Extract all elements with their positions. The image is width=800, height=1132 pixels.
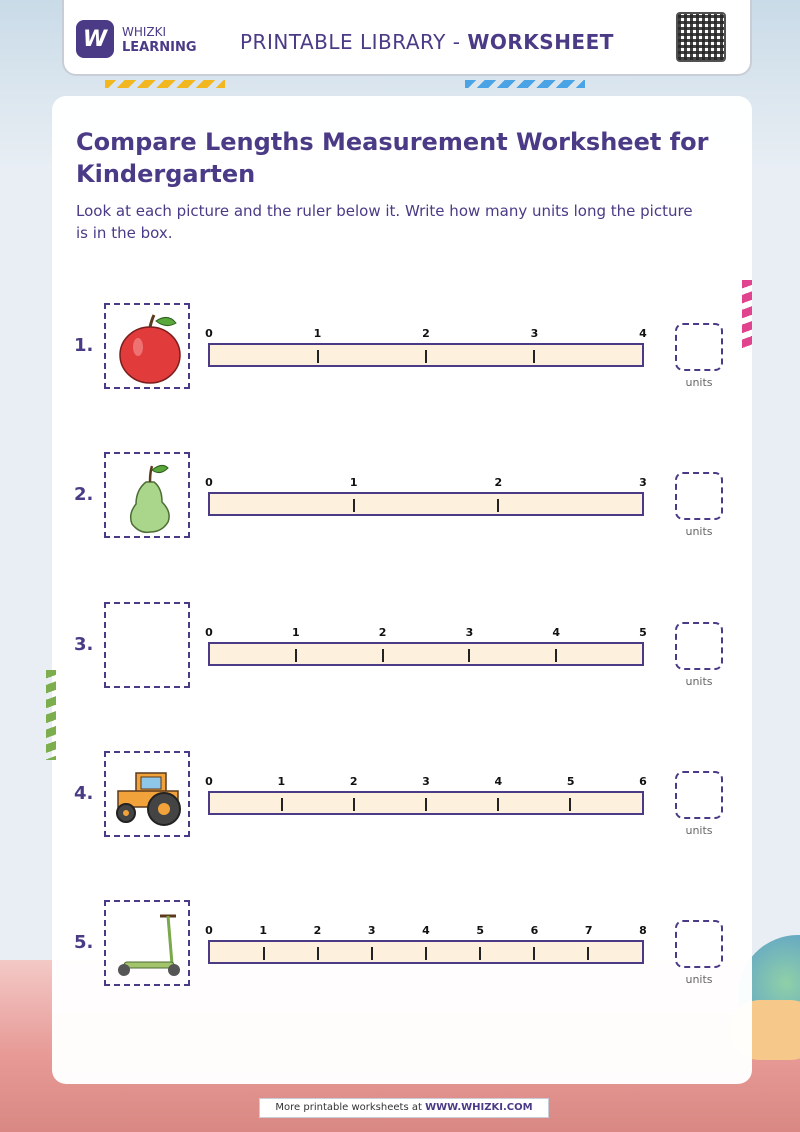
worksheet-instructions: Look at each picture and the ruler below it. Write how many units long the picture is in the box. [76,202,693,242]
header-title: PRINTABLE LIBRARY - WORKSHEET [240,30,614,54]
ruler-tick-label: 4 [552,626,561,639]
ruler-tick-label: 2 [378,626,387,639]
ruler-tick [295,649,297,662]
ruler-tick [425,350,427,363]
page-header [62,0,752,76]
ruler-tick-label: 1 [313,327,322,340]
pear-icon [106,454,192,540]
answer-box[interactable] [675,323,723,371]
picture-box [104,303,190,389]
whizki-logo: W [76,20,114,58]
apple-icon [106,305,192,391]
ruler-tick-label: 5 [476,924,485,937]
ruler-tick [425,947,427,960]
ruler-tick-label: 7 [584,924,593,937]
ruler-tick-label: 0 [205,924,213,937]
picture-box [104,900,190,986]
ruler-tick [425,798,427,811]
ruler-tick [382,649,384,662]
ruler-tick-label: 3 [422,775,430,788]
ruler-tick-label: 0 [205,626,213,639]
ruler-tick [479,947,481,960]
ruler-tick [353,798,355,811]
ruler-tick-label: 3 [639,476,647,489]
question-row [0,751,800,841]
answer-box[interactable] [675,472,723,520]
ruler-tick-label: 1 [259,924,268,937]
units-label: units [685,675,713,688]
logo-line-1: WHIZKI [122,25,167,39]
ruler [208,642,644,666]
ruler-tick [371,947,373,960]
ruler-tick [317,350,319,363]
logo-wordmark [122,24,197,56]
ruler [208,791,644,815]
answer-box[interactable] [675,771,723,819]
scooter-icon [106,902,192,988]
ruler-tick-label: 0 [205,476,213,489]
picture-box [104,751,190,837]
question-number: 5. [74,932,94,953]
question-number: 3. [74,634,94,655]
ruler-tick-label: 3 [530,327,539,340]
yellow-stripes-decoration [105,80,225,88]
ruler [208,343,644,367]
answer-box[interactable] [675,920,723,968]
tractor-icon [106,753,192,839]
ruler-tick-label: 6 [530,924,539,937]
ruler-tick-label: 4 [422,924,430,937]
ruler-tick [555,649,557,662]
ruler-tick [497,798,499,811]
question-number: 2. [74,484,94,505]
ruler-tick-label: 5 [639,626,647,639]
units-label: units [685,973,713,986]
blue-stripes-decoration [465,80,585,88]
ruler-tick [353,499,355,512]
ruler-tick-label: 4 [494,775,503,788]
footer: More printable worksheets at WWW.WHIZKI.COM [259,1098,549,1118]
ruler-tick-label: 1 [277,775,286,788]
ruler-tick-label: 8 [639,924,647,937]
question-row [0,452,800,542]
units-label: units [685,525,713,538]
ruler-tick [497,499,499,512]
units-label: units [685,376,713,389]
ruler-tick-label: 3 [465,626,474,639]
ruler-tick [281,798,283,811]
ruler-tick-label: 5 [566,775,575,788]
logo-line-2: LEARNING [122,40,197,55]
ruler-tick-label: 2 [349,775,358,788]
ruler-tick [569,798,571,811]
ruler-tick [533,947,535,960]
picture-box [104,602,190,688]
question-row [0,900,800,990]
ruler-tick [587,947,589,960]
question-row [0,602,800,692]
ruler [208,940,644,964]
question-row [0,303,800,393]
ruler-tick [263,947,265,960]
footer-link[interactable]: WWW.WHIZKI.COM [425,1102,533,1113]
ruler-tick-label: 6 [639,775,647,788]
ruler-tick-label: 3 [367,924,376,937]
qr-code-icon [676,12,726,62]
ruler-tick-label: 2 [422,327,430,340]
ruler-tick-label: 0 [205,775,213,788]
picture-box [104,452,190,538]
ruler-tick-label: 2 [313,924,322,937]
ruler-tick [533,350,535,363]
ruler-tick-label: 0 [205,327,213,340]
units-label: units [685,824,713,837]
answer-box[interactable] [675,622,723,670]
ruler-tick-label: 4 [639,327,647,340]
question-number: 4. [74,783,94,804]
ruler-tick-label: 2 [494,476,503,489]
question-number: 1. [74,335,94,356]
worksheet-title: Compare Lengths Measurement Worksheet for Kindergarten [76,128,709,188]
ruler-tick-label: 1 [349,476,358,489]
ruler-tick [468,649,470,662]
ruler-tick [317,947,319,960]
ruler [208,492,644,516]
ruler-tick-label: 1 [291,626,300,639]
